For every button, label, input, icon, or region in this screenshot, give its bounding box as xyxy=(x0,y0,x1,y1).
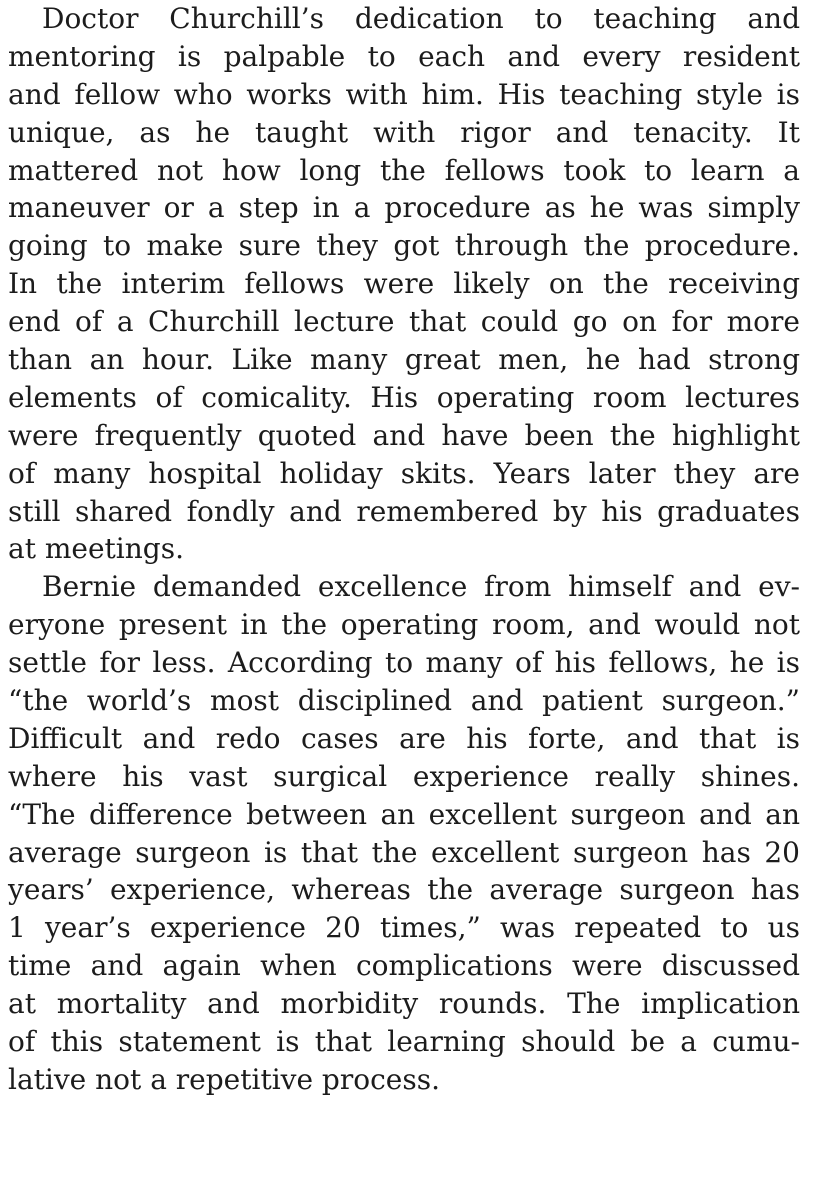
text-line: average surgeon is that the excellent surgeon has 20 xyxy=(8,835,800,869)
text-line: settle for less. According to many of his fellows, he is xyxy=(8,646,800,680)
text-line: were frequently quoted and have been the highlight xyxy=(8,418,800,452)
paragraph-2 xyxy=(8,568,800,1098)
text-line: eryone present in the operating room, and would not xyxy=(8,608,800,642)
text-line: unique, as he taught with rigor and tenacity. It xyxy=(8,115,800,149)
text-line: end of a Churchill lecture that could go on for more xyxy=(8,305,800,339)
text-line: lative not a repetitive process. xyxy=(8,1062,440,1096)
text-line: In the interim fellows were likely on the receiving xyxy=(8,267,800,301)
document-page xyxy=(8,0,800,1099)
text-line: where his vast surgical experience really shines. xyxy=(8,759,800,793)
text-line: still shared fondly and remembered by his graduates xyxy=(8,494,800,528)
text-line: of this statement is that learning should be a cumu- xyxy=(8,1025,800,1059)
text-line: mentoring is palpable to each and every resident xyxy=(8,39,800,73)
text-line: “the world’s most disciplined and patient surgeon.” xyxy=(8,684,800,718)
text-line: maneuver or a step in a procedure as he was simply xyxy=(8,191,800,225)
text-line: “The difference between an excellent surgeon and an xyxy=(8,797,800,831)
paragraph-1 xyxy=(8,0,800,568)
text-line: 1 year’s experience 20 times,” was repeated to us xyxy=(8,911,800,945)
text-line: Bernie demanded excellence from himself and ev- xyxy=(42,570,800,604)
text-line: mattered not how long the fellows took to learn a xyxy=(8,153,800,187)
text-line: than an hour. Like many great men, he had strong xyxy=(8,343,800,377)
text-line: elements of comicality. His operating room lectures xyxy=(8,380,800,414)
text-line: years’ experience, whereas the average surgeon has xyxy=(8,873,800,907)
text-line: at mortality and morbidity rounds. The implication xyxy=(8,987,800,1021)
text-line: Doctor Churchill’s dedication to teaching and xyxy=(42,2,800,35)
text-line: and fellow who works with him. His teaching style is xyxy=(8,77,800,111)
text-line: at meetings. xyxy=(8,532,184,566)
text-line: Difficult and redo cases are his forte, and that is xyxy=(8,721,800,755)
text-line: going to make sure they got through the procedure. xyxy=(8,229,800,263)
text-line: of many hospital holiday skits. Years later they are xyxy=(8,456,800,490)
text-line: time and again when complications were discussed xyxy=(8,949,800,983)
